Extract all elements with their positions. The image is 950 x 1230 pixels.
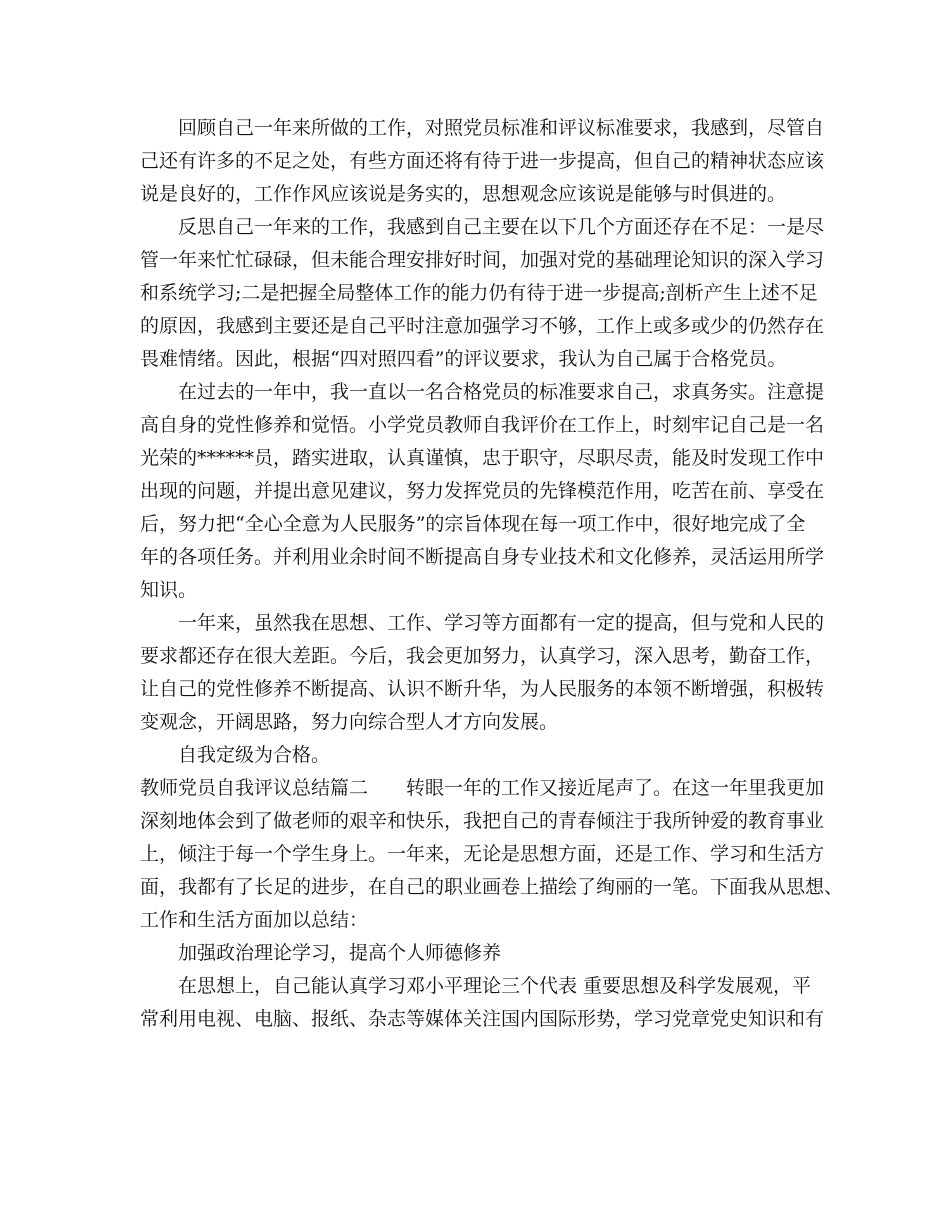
- text-line: 在思想上，自己能认真学习邓小平理论三个代表 重要思想及科学发展观，平: [178, 975, 812, 997]
- text-line: 知识。: [140, 579, 198, 601]
- document-body: [140, 112, 844, 1036]
- text-line: 管一年来忙忙碌碌，但未能合理安排好时间，加强对党的基础理论知识的深入学习: [140, 249, 825, 271]
- text-line: 高自身的党性修养和觉悟。小学党员教师自我评价在工作上，时刻牢记自己是一名: [140, 414, 825, 436]
- text-line: 反思自己一年来的工作，我感到自己主要在以下几个方面还存在不足：一是尽: [178, 216, 825, 238]
- text-line: 要求都还存在很大差距。今后，我会更加努力，认真学习，深入思考，勤奋工作，: [140, 645, 825, 667]
- text-line: 说是良好的，工作作风应该说是务实的，思想观念应该说是能够与时俱进的。: [140, 183, 787, 205]
- text-line: 光荣的******员，踏实进取，认真谨慎，忠于职守，尽职尽责，能及时发现工作中: [140, 447, 825, 469]
- text-line: 后，努力把“全心全意为人民服务”的宗旨体现在每一项工作中，很好地完成了全: [140, 513, 806, 535]
- text-line: 面，我都有了长足的进步，在自己的职业画卷上描绘了绚丽的一笔。下面我从思想、: [140, 876, 844, 898]
- text-line: 己还有许多的不足之处，有些方面还将有待于进一步提高，但自己的精神状态应该: [140, 150, 825, 172]
- text-line: 回顾自己一年来所做的工作，对照党员标准和评议标准要求，我感到，尽管自: [178, 117, 825, 139]
- section-heading-line: 教师党员自我评议总结篇二 转眼一年的工作又接近尾声了。在这一年里我更加: [140, 777, 825, 799]
- text-line: 深刻地体会到了做老师的艰辛和快乐，我把自己的青春倾注于我所钟爱的教育事业: [140, 810, 825, 832]
- text-line: 出现的问题，并提出意见建议，努力发挥党员的先锋模范作用，吃苦在前、享受在: [140, 480, 825, 502]
- text-line: 变观念，开阔思路，努力向综合型人才方向发展。: [140, 711, 559, 733]
- text-line: 和系统学习;二是把握全局整体工作的能力仍有待于进一步提高;剖析产生上述不足: [140, 282, 818, 304]
- text-line: 年的各项任务。并利用业余时间不断提高自身专业技术和文化修养，灵活运用所学: [140, 546, 825, 568]
- text-line: 让自己的党性修养不断提高、认识不断升华，为人民服务的本领不断增强，积极转: [140, 678, 825, 700]
- subheading-line: 加强政治理论学习，提高个人师德修养: [178, 942, 502, 964]
- text-line: 的原因，我感到主要还是自己平时注意加强学习不够，工作上或多或少的仍然存在: [140, 315, 825, 337]
- text-line: 常利用电视、电脑、报纸、杂志等媒体关注国内国际形势，学习党章党史知识和有: [140, 1008, 825, 1030]
- text-line: 上，倾注于每一个学生身上。一年来，无论是思想方面，还是工作、学习和生活方: [140, 843, 825, 865]
- text-line: 工作和生活方面加以总结：: [140, 909, 369, 931]
- text-line: 畏难情绪。因此，根据“四对照四看”的评议要求，我认为自己属于合格党员。: [140, 348, 787, 370]
- text-line: 一年来，虽然我在思想、工作、学习等方面都有一定的提高，但与党和人民的: [178, 612, 825, 634]
- text-line: 自我定级为合格。: [178, 744, 331, 766]
- text-line: 在过去的一年中，我一直以一名合格党员的标准要求自己，求真务实。注意提: [178, 381, 825, 403]
